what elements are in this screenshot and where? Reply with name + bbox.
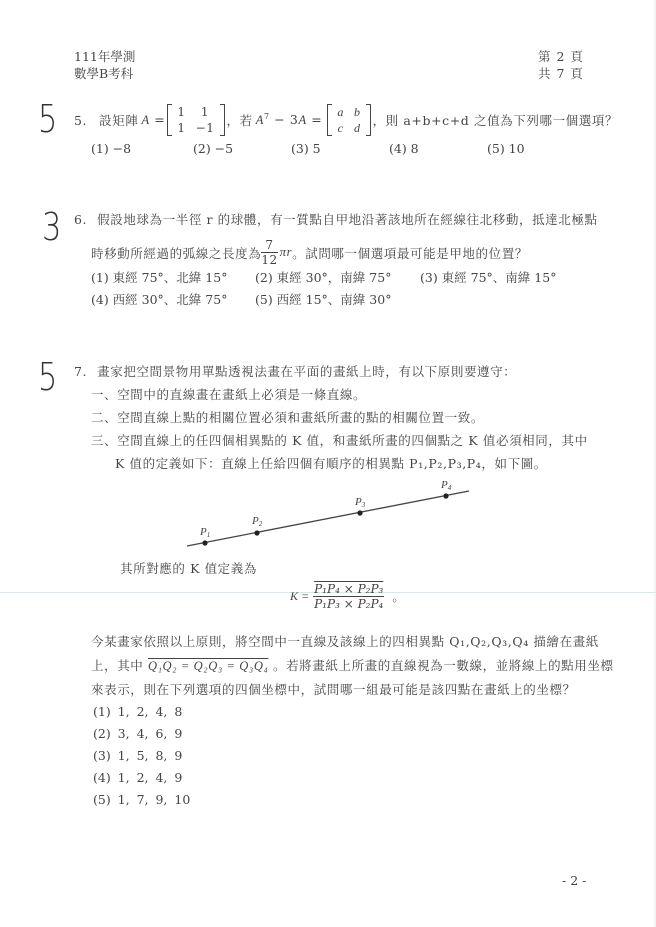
q5-option-2[interactable]: (2) −5 (193, 141, 234, 156)
rule-3-continued: K 值的定義如下：直線上任給四個有順序的相異點 P₁,P₂,P₃,P₄，如下圖。 (115, 456, 547, 471)
q5-option-3[interactable]: (3) 5 (291, 141, 321, 156)
k-definition-label: 其所對應的 K 值定義為 (120, 561, 257, 576)
exam-year: 111年學測 (74, 49, 136, 64)
page-number-footer: - 2 - (562, 873, 587, 888)
stem-text: ，則 a+b+c+d 之值為下列哪一個選項？ (372, 113, 619, 128)
page-label: 第 2 頁 (538, 49, 584, 64)
point-p1 (202, 540, 207, 545)
svg-text:P3: P3 (355, 496, 366, 509)
k-formula: K = $\frac{\text{P₁P₄ × P₂P₃}}{\text{P₁P₃ × P₂P₄}}$ 。 (290, 582, 405, 611)
q6-option-3[interactable]: (3) 東經 75°、南緯 15° (420, 270, 557, 285)
point-p2 (254, 530, 259, 535)
svg-text:P2: P2 (252, 515, 263, 528)
rule-3: 三、空間直線上的任四個相異點的 K 值，和畫紙所畫的四個點之 K 值必須相同，其中 (91, 433, 588, 448)
question-5-stem: 5. 設矩陣 A = 1 1 1 −1 ，若 $A^7 - 3A$ = a b c d ，則 a+b+c+d 之值為下列哪一個選項？ (74, 105, 619, 135)
stem-text: 設矩陣 (99, 113, 139, 128)
q6-option-4[interactable]: (4) 西經 30°、北緯 75° (91, 292, 228, 307)
q7-option-3[interactable]: (3) 1, 5, 8, 9 (93, 748, 183, 763)
stem-text: ，若 (226, 113, 253, 128)
paragraph-line-2: 上，其中 Q₁Q₂ = Q₂Q₃ = Q₃Q₄ 。若將畫紙上所畫的直線視為一數線，並將線上的點用坐標 (91, 658, 614, 673)
matrix-result: a b c d (327, 104, 370, 136)
question-7-intro: 7. 畫家把空間景物用單點透視法畫在平面的畫紙上時，有以下原則要遵守： (74, 364, 517, 379)
k-fraction: $\frac{\text{P₁P₄ × P₂P₃}}{\text{P₁P₃ × P₂P₄}}$ (314, 582, 384, 611)
handwritten-mark-q6: 3 (42, 205, 62, 249)
q7-option-4[interactable]: (4) 1, 2, 4, 9 (93, 770, 183, 785)
svg-text:P4: P4 (441, 479, 452, 492)
q5-option-5[interactable]: (5) 10 (487, 141, 525, 156)
rule-2: 二、空間直線上點的相關位置必須和畫紙所畫的點的相關位置一致。 (91, 410, 485, 425)
paragraph-line-3: 來表示，則在下列選項的四個坐標中，試問哪一組最可能是該四點在畫紙上的坐標？ (91, 682, 576, 697)
total-pages: 共 7 頁 (538, 66, 584, 81)
handwritten-mark-q5: 5 (38, 97, 58, 141)
handwritten-mark-q7: 5 (38, 355, 58, 399)
q5-option-4[interactable]: (4) 8 (389, 141, 419, 156)
subject: 數學B考科 (74, 66, 134, 81)
question-number: 6. (74, 212, 88, 227)
question-number: 5. (74, 112, 88, 128)
question-6-line1: 6. 假設地球為一半徑 r 的球體，有一質點自甲地沿著該地所在經線往北移動，抵達北極點 (74, 212, 598, 227)
fraction: $\frac{7}{12}$ (261, 238, 278, 267)
paragraph-line-1: 今某畫家依照以上原則，將空間中一直線及該線上的四相異點 Q₁,Q₂,Q₃,Q₄ 描繪在畫紙 (91, 634, 599, 649)
svg-text:P1: P1 (200, 526, 211, 539)
q5-option-1[interactable]: (1) −8 (91, 141, 132, 156)
point-p4 (443, 493, 448, 498)
q7-option-1[interactable]: (1) 1, 2, 4, 8 (93, 704, 183, 719)
q6-option-1[interactable]: (1) 東經 75°、北緯 15° (91, 270, 228, 285)
rule-1: 一、空間中的直線畫在畫紙上必須是一條直線。 (91, 387, 367, 402)
question-number: 7. (74, 364, 88, 379)
question-6-line2: 時移動所經過的弧線之長度為 $\frac{7}{12}$ πr 。試問哪一個選項最可能是甲地的位置？ (91, 238, 528, 267)
q7-option-2[interactable]: (2) 3, 4, 6, 9 (93, 726, 183, 741)
q6-option-5[interactable]: (5) 西經 15°、南緯 30° (255, 292, 392, 307)
q6-option-2[interactable]: (2) 東經 30°，南緯 75° (255, 270, 392, 285)
point-p3 (357, 510, 362, 515)
matrix-a: 1 1 1 −1 (167, 104, 224, 136)
q7-option-5[interactable]: (5) 1, 7, 9, 10 (93, 792, 191, 807)
